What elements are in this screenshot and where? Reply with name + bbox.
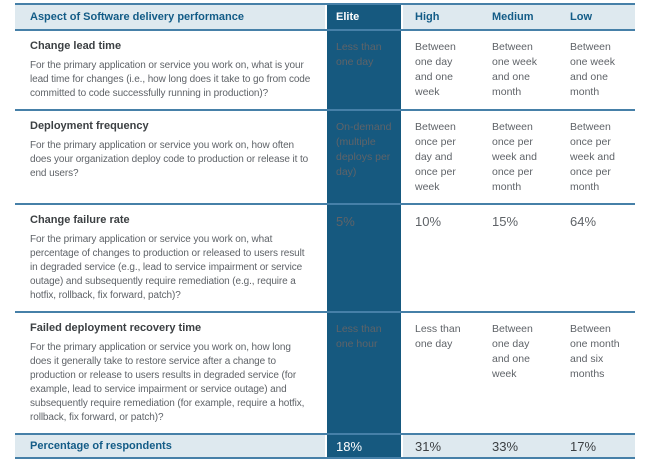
aspect-deployment-frequency: [15, 111, 325, 203]
row-description: For the primary application or service you work on, how often does your organization deploy code to production or release it to end users?: [30, 140, 309, 179]
footer-label: Percentage of respondents: [30, 440, 172, 452]
header-medium: Medium: [492, 11, 534, 23]
cell-deployment-frequency-high: Between once per day and once per week: [415, 121, 456, 193]
header-high: High: [415, 11, 440, 23]
table-footer-row: [15, 435, 635, 459]
footer-high-percentage: 31%: [415, 438, 442, 454]
footer-low-percentage: 17%: [570, 438, 597, 454]
cell-recovery-time-medium: Between one day and one week: [492, 323, 533, 380]
table-row-change-failure-rate: [15, 205, 635, 313]
table-row-change-lead-time: [15, 31, 635, 111]
footer-medium-percentage: 33%: [492, 438, 519, 454]
cell-change-failure-rate-high: 10%: [415, 214, 442, 229]
table-row-deployment-frequency: [15, 111, 635, 205]
table-row-failed-deployment-recovery-time: [15, 313, 635, 435]
cell-recovery-time-low: Between one month and six months: [570, 323, 620, 380]
cell-deployment-frequency-low: Between once per week and once per month: [570, 121, 615, 193]
header-low: Low: [570, 11, 592, 23]
row-description: For the primary application or service you work on, how long does it generally take to restore service after a change to production or release to users results in degraded service (for example, lead to service impairment or service outage) and subsequently require remediation (for example, require a hotfix, rollback, fix forward, or patch)?: [30, 342, 305, 423]
row-description: For the primary application or service you work on, what is your lead time for changes (i.e., how long does it take to go from code committed to code successfully running in production)?: [30, 60, 311, 99]
header-elite: Elite: [325, 5, 403, 29]
row-description: For the primary application or service you work on, what percentage of changes to production or released to users result in degraded service (e.g., lead to service impairment or service outage) and subsequently require remediation (e.g., require a hotfix, rollback, fix forward, patch)?: [30, 234, 305, 301]
cell-deployment-frequency-elite: On-demand (multiple deploys per day): [325, 111, 403, 203]
aspect-change-lead-time: [15, 31, 325, 109]
cell-change-lead-time-elite: Less than one day: [325, 31, 403, 109]
cell-recovery-time-elite: Less than one hour: [325, 313, 403, 433]
table-header-row: [15, 5, 635, 31]
row-title: Deployment frequency: [30, 120, 149, 132]
row-title: Failed deployment recovery time: [30, 322, 202, 334]
header-aspect: Aspect of Software delivery performance: [30, 11, 244, 23]
row-title: Change failure rate: [30, 214, 130, 226]
aspect-failed-deployment-recovery-time: [15, 313, 325, 433]
cell-recovery-time-high: Less than one day: [415, 323, 461, 350]
cell-deployment-frequency-medium: Between once per week and once per month: [492, 121, 537, 193]
cell-change-lead-time-medium: Between one week and one month: [492, 41, 537, 98]
cell-change-lead-time-high: Between one day and one week: [415, 41, 456, 98]
row-title: Change lead time: [30, 40, 122, 52]
cell-change-failure-rate-low: 64%: [570, 214, 597, 229]
cell-change-lead-time-low: Between one week and one month: [570, 41, 615, 98]
cell-change-failure-rate-elite: 5%: [325, 205, 403, 311]
aspect-change-failure-rate: [15, 205, 325, 311]
cell-change-failure-rate-medium: 15%: [492, 214, 519, 229]
dora-performance-table: [15, 3, 635, 459]
footer-elite-percentage: 18%: [325, 435, 403, 457]
